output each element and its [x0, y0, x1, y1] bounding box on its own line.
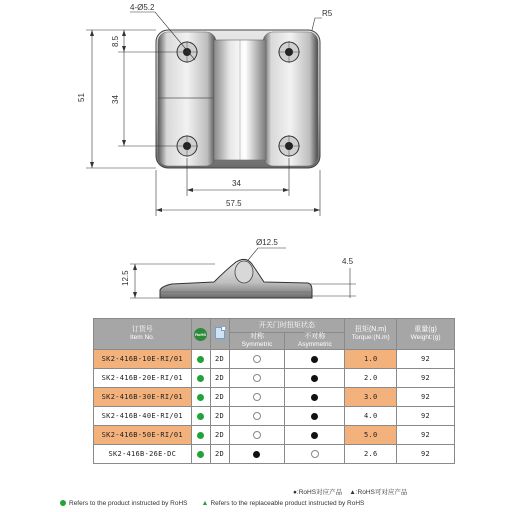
green-triangle-icon: ▲: [201, 500, 209, 507]
file-cell: 2D: [210, 426, 229, 445]
rohs-dot-icon: [197, 356, 204, 363]
weight-cell: 92: [397, 426, 455, 445]
table-row: [94, 426, 455, 445]
asymmetric-cell: [285, 369, 345, 388]
header-symmetric: [229, 333, 285, 350]
asymmetric-dot-icon: [311, 394, 318, 401]
item-no-cell: SK2-416B-26E-DC: [94, 445, 192, 464]
hinge-top-view: [156, 30, 320, 168]
header-asymmetric-en: Asymmetric: [297, 341, 332, 348]
hole-spacing-horizontal-label: 34: [232, 179, 241, 188]
rohs-cell: [191, 407, 210, 426]
side-height-label: 12.5: [121, 270, 130, 286]
header-torque: [345, 319, 397, 350]
hole-spacing-vertical-label: 34: [111, 95, 120, 104]
radius-dimension-label: R5: [322, 9, 333, 18]
rohs-cell: [191, 369, 210, 388]
symmetric-dot-icon: [253, 355, 261, 363]
asymmetric-cell: [285, 445, 345, 464]
header-file: [210, 319, 229, 350]
legend-rohs-cn: ●:RoHS对应产品: [293, 489, 343, 496]
torque-cell: 2.6: [345, 445, 397, 464]
file-cell: 2D: [210, 407, 229, 426]
item-no-cell: SK2-416B-10E-RI/01: [94, 350, 192, 369]
weight-cell: 92: [397, 407, 455, 426]
green-dot-icon: [60, 500, 66, 506]
diameter-label: Ø12.5: [256, 238, 278, 247]
header-item-no: [94, 319, 192, 350]
total-width-label: 57.5: [226, 199, 242, 208]
header-rohs: [191, 319, 210, 350]
header-torque-state: 开关门时扭矩状态: [229, 319, 345, 333]
torque-cell: 4.0: [345, 407, 397, 426]
asymmetric-cell: [285, 388, 345, 407]
top-offset-label: 8.5: [111, 35, 120, 47]
rohs-cell: [191, 426, 210, 445]
item-no-cell: SK2-416B-40E-RI/01: [94, 407, 192, 426]
rohs-badge-icon: RoHS: [194, 328, 207, 341]
header-torque-en: Torque:(N.m): [351, 334, 390, 341]
weight-cell: 92: [397, 388, 455, 407]
legend-en: [60, 500, 480, 507]
rohs-dot-icon: [197, 375, 204, 382]
table-body: [94, 350, 455, 464]
item-no-cell: SK2-416B-30E-RI/01: [94, 388, 192, 407]
symmetric-dot-icon: [253, 412, 261, 420]
weight-cell: 92: [397, 350, 455, 369]
file-cell: 2D: [210, 350, 229, 369]
table-row: [94, 350, 455, 369]
item-no-cell: SK2-416B-20E-RI/01: [94, 369, 192, 388]
header-item-no-cn: 订货号: [131, 326, 153, 333]
header-weight: [397, 319, 455, 350]
symmetric-cell: [229, 445, 285, 464]
rohs-dot-icon: [197, 394, 204, 401]
header-weight-en: Weight:(g): [410, 334, 441, 341]
symmetric-cell: [229, 426, 285, 445]
hinge-side-view: [160, 259, 312, 298]
header-item-no-en: Item No.: [130, 334, 155, 341]
symmetric-cell: [229, 350, 285, 369]
torque-cell: 5.0: [345, 426, 397, 445]
holes-dimension-label: 4-Ø5.2: [130, 3, 155, 12]
asymmetric-dot-icon: [311, 413, 318, 420]
document-icon: [215, 327, 225, 339]
rohs-dot-icon: [197, 432, 204, 439]
asymmetric-dot-icon: [311, 432, 318, 439]
legend-rohs-en: Refers to the product instructed by RoHS: [69, 500, 188, 507]
legend-rohs-replaceable-en: Refers to the replaceable product instructed by RoHS: [210, 500, 365, 507]
rohs-dot-icon: [197, 413, 204, 420]
asymmetric-cell: [285, 407, 345, 426]
asymmetric-dot-icon: [311, 375, 318, 382]
symmetric-cell: [229, 407, 285, 426]
asymmetric-dot-icon: [311, 450, 319, 458]
side-thickness-label: 4.5: [342, 257, 354, 266]
header-symmetric-en: Symmetric: [241, 341, 273, 348]
symmetric-cell: [229, 369, 285, 388]
header-asymmetric: [285, 333, 345, 350]
symmetric-dot-icon: [253, 431, 261, 439]
legend-cn: [293, 487, 407, 496]
header-torque-cn: 扭矩(N.m): [354, 326, 387, 333]
weight-cell: 92: [397, 445, 455, 464]
file-cell: 2D: [210, 388, 229, 407]
legend-rohs-en-item: [60, 500, 188, 507]
item-no-cell: SK2-416B-50E-RI/01: [94, 426, 192, 445]
rohs-dot-icon: [197, 451, 204, 458]
torque-cell: 3.0: [345, 388, 397, 407]
asymmetric-cell: [285, 350, 345, 369]
table-row: [94, 388, 455, 407]
file-cell: 2D: [210, 369, 229, 388]
rohs-cell: [191, 388, 210, 407]
torque-cell: 2.0: [345, 369, 397, 388]
torque-cell: 1.0: [345, 350, 397, 369]
total-height-label: 51: [77, 93, 86, 102]
legend-rohs-replaceable-cn: ▲:RoHS可对应产品: [349, 489, 408, 496]
table-row: [94, 445, 455, 464]
header-asymmetric-cn: 不对称: [304, 333, 326, 340]
legend-rohs-replaceable-en-item: [202, 500, 365, 507]
header-weight-cn: 重量(g): [414, 326, 437, 333]
symmetric-cell: [229, 388, 285, 407]
file-cell: 2D: [210, 445, 229, 464]
rohs-cell: [191, 350, 210, 369]
table-row: [94, 369, 455, 388]
symmetric-dot-icon: [253, 374, 261, 382]
asymmetric-dot-icon: [311, 356, 318, 363]
table-row: [94, 407, 455, 426]
specification-table: [93, 318, 455, 464]
symmetric-dot-icon: [253, 393, 261, 401]
weight-cell: 92: [397, 369, 455, 388]
symmetric-dot-icon: [253, 451, 260, 458]
rohs-cell: [191, 445, 210, 464]
header-symmetric-cn: 对称: [249, 333, 264, 340]
asymmetric-cell: [285, 426, 345, 445]
